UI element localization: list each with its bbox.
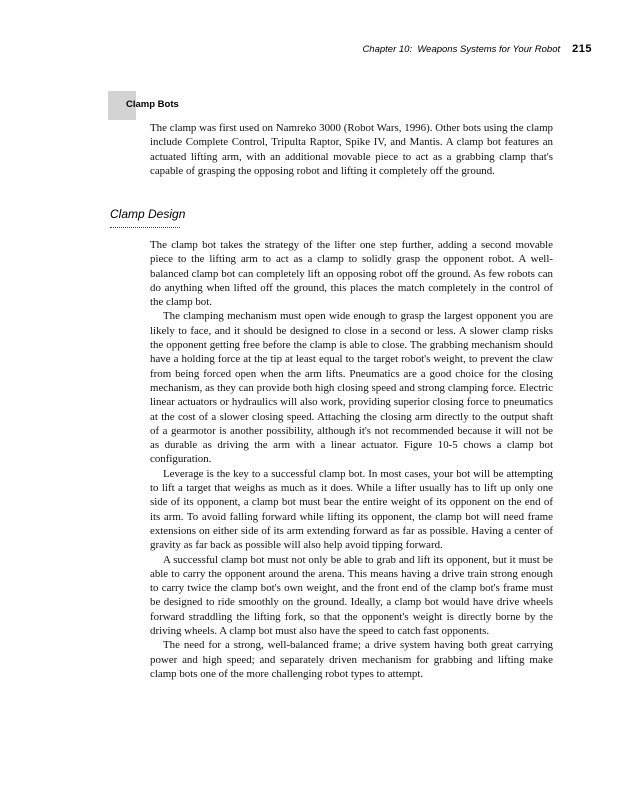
chapter-title: Weapons Systems for Your Robot (417, 44, 561, 55)
paragraph: The clamp was first used on Namreko 3000 (Robot Wars, 1996). Other bots using the clamp include Complete Control, Tripulta Raptor, Spike IV, and Mantis. A clamp bot features an actuated lifting arm, with an additional movable piece to act as a grabbing clamp that's capable of grasping the opposing robot and lifting it completely off the ground. (150, 122, 553, 177)
paragraph: Leverage is the key to a successful clamp bot. In most cases, your bot will be attempting to lift a target that weighs as much as it does. While a lifter usually has to lift up only one side of its opponent, a clamp bot must bear the entire weight of its opponent on the end of its arm. To avoid falling forward while lifting its opponent, the clamp bot will need frame extensions on either side of its arm extending forward as far as possible. Having a center of gravity as far back as possible will also help avoid tipping forward. (150, 467, 553, 552)
section-heading: Clamp Bots (126, 99, 179, 110)
paragraph: The clamp bot takes the strategy of the lifter one step further, adding a second movable piece to the lifting arm to act as a clamp to solidly grasp the opponent robot. A well-balanced clamp bot can completely lift an opposing robot off the ground. As few robots can do anything when lifted off the ground, this places the match completely in the control of the clamp bot. (150, 239, 553, 309)
paragraph: The need for a strong, well-balanced frame; a drive system having both great carrying power and high speed; and separately driven mechanism for grabbing and lifting make clamp bots one of the more challenging robot types to attempt. (150, 639, 553, 680)
heading-rule (110, 227, 180, 228)
subsection-heading: Clamp Design (110, 207, 186, 221)
subsection-body (150, 238, 553, 681)
paragraph: The clamping mechanism must open wide enough to grasp the largest opponent you are likely to face, and it should be designed to close in a second or less. A slower clamp risks the opponent getting free before the clamp is able to close. The grabbing mechanism should have a holding force at the tip at least equal to the target robot's weight, to prevent the claw from being forced open when the arm lifts. Pneumatics are a good choice for the closing mechanism, as they can provide both high closing speed and strong clamping force. Electric linear actuators or hydraulics will also work, providing superior closing force to pneumatics at the cost of a slower closing speed. Attaching the closing arm directly to the output shaft of a gearmotor is another possibility, although it's not recommended because it will not be as durable as driving the arm with a linear actuator. Figure 10-5 chows a clamp bot configuration. (150, 310, 553, 466)
paragraph: A successful clamp bot must not only be able to grab and lift its opponent, but it must be able to carry the opponent around the arena. This means having a drive train strong enough to carry twice the clamp bot's own weight, and the front end of the clamp bot's frame must be designed to ride smoothly on the ground. Ideally, a clamp bot would have drive wheels forward straddling the lifting fork, so that the opponent's weight is directly borne by the driving wheels. A clamp bot must also have the speed to catch fast opponents. (150, 553, 553, 638)
page-number: 215 (572, 43, 592, 55)
section-body (150, 121, 553, 178)
chapter-label: Chapter 10: (362, 44, 413, 55)
running-header (362, 43, 592, 55)
